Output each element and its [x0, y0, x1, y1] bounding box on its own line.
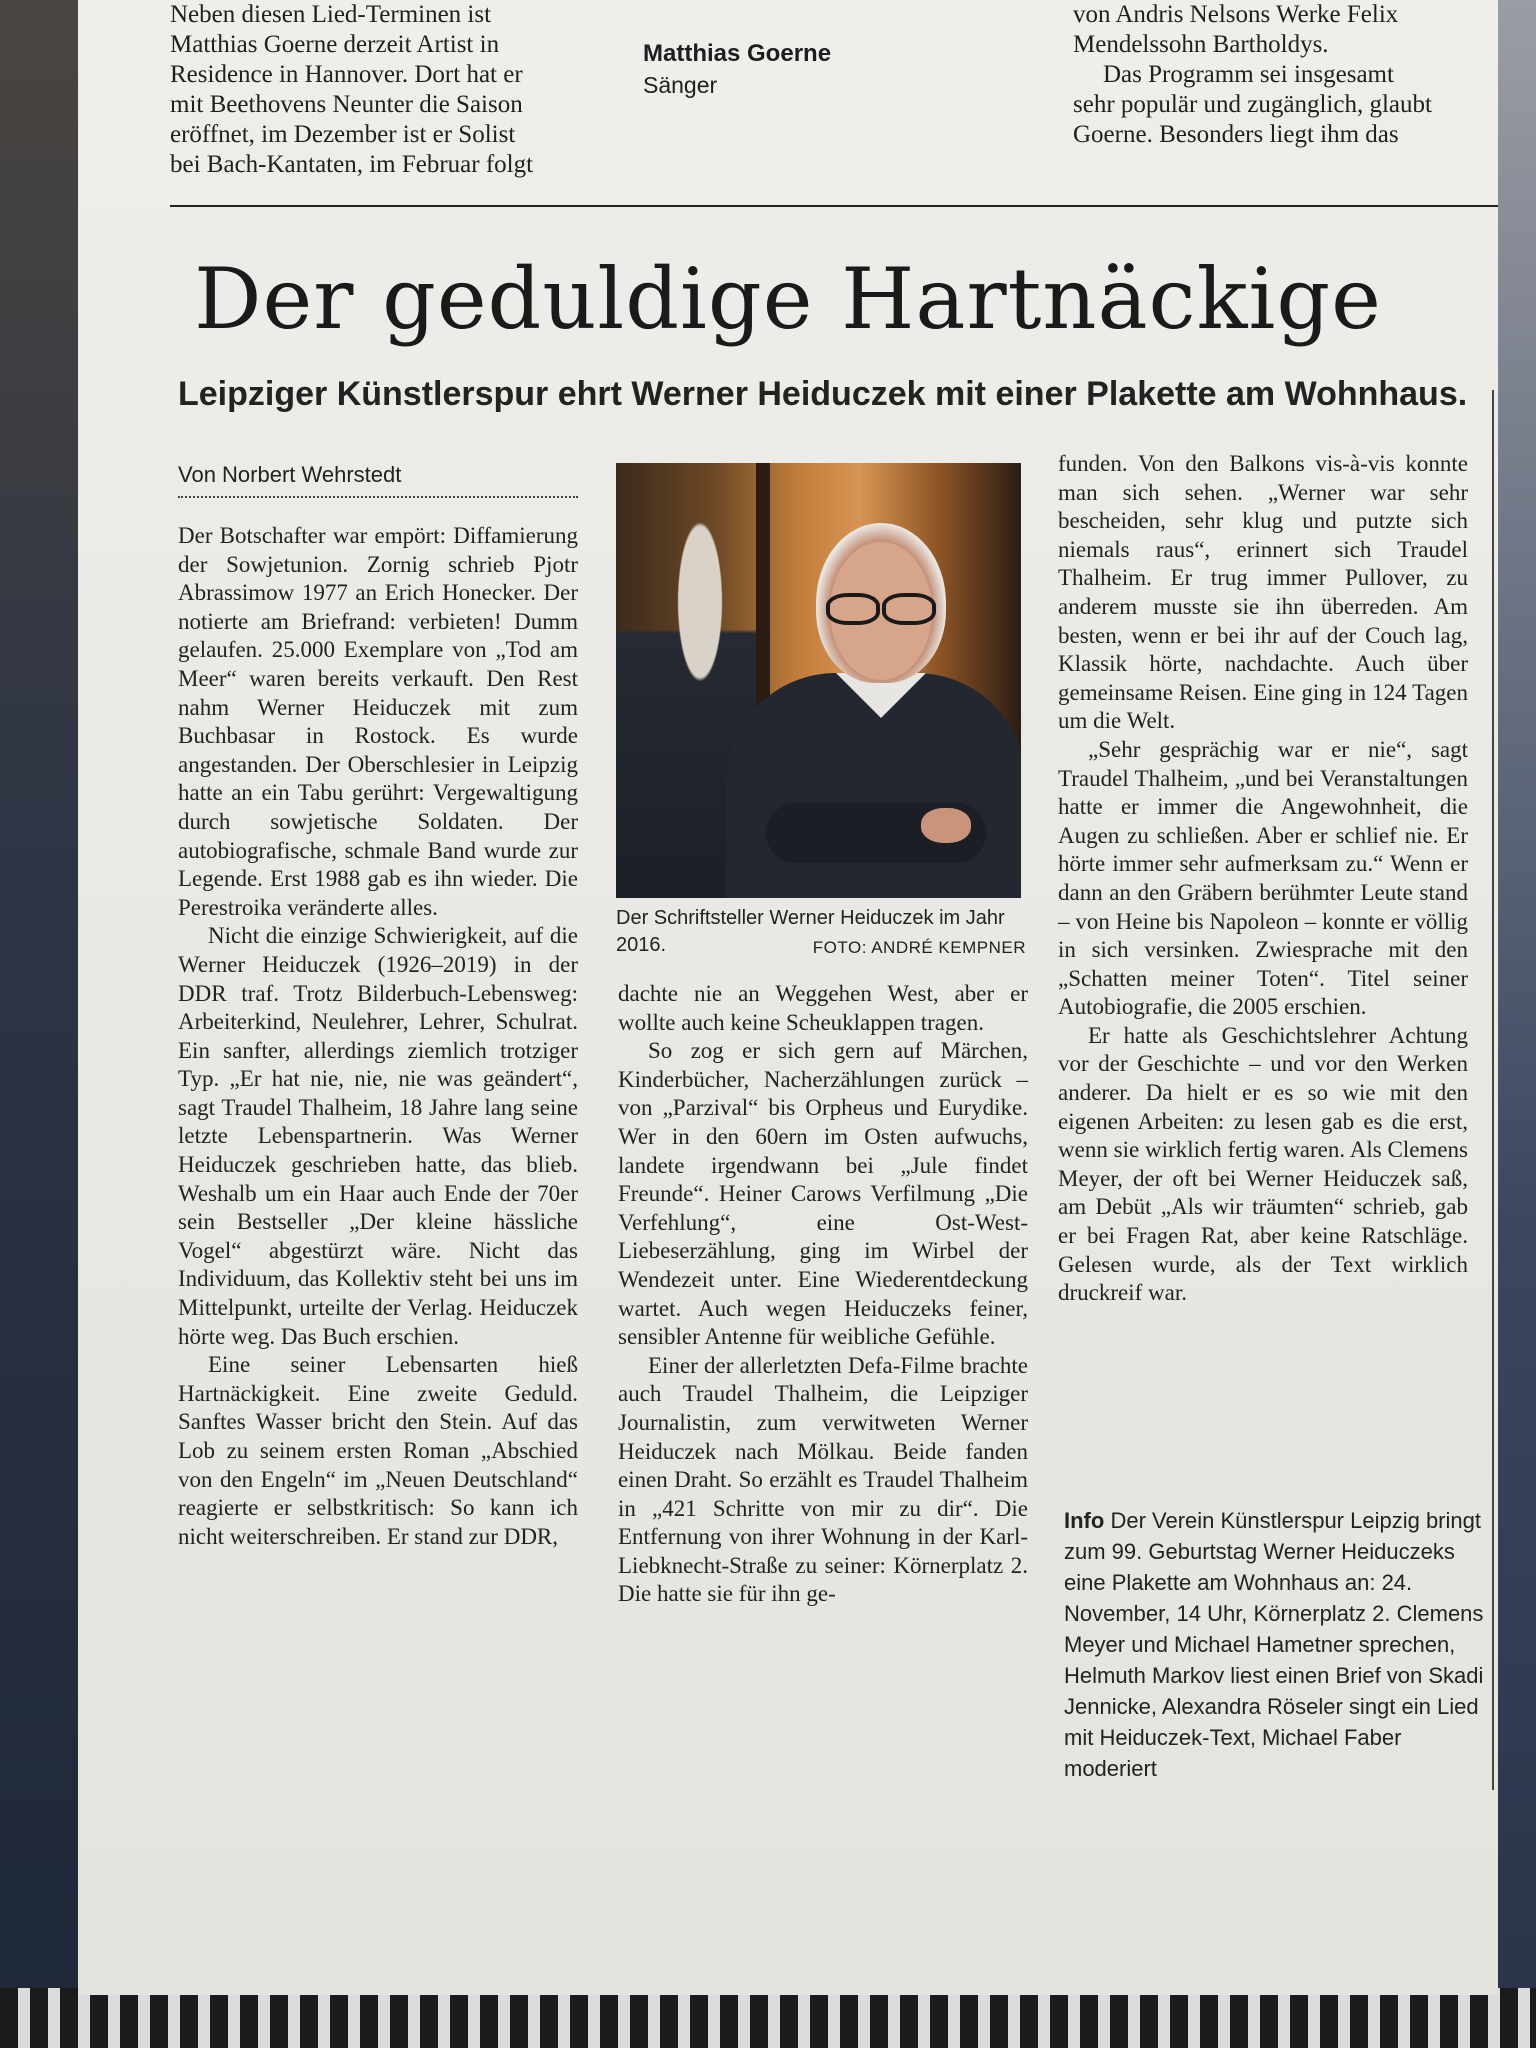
info-box [1064, 1505, 1484, 1784]
speaker-role: Sänger [643, 72, 718, 98]
caption-text: Der Schriftsteller Werner Heiduczek im Jahr 2016. [616, 907, 1005, 956]
photo-credit: FOTO: ANDRÉ KEMPNER [812, 938, 1026, 957]
paragraph: Eine seiner Lebensarten hieß Hartnäckigkeit. Eine zweite Geduld. Sanftes Wasser bricht den Stein. Auf das Lob zu seinem ersten Roman „Abschied von den Engeln“ im „Neuen Deutschland“ reagierte er selbstkritisch: So kann ich nicht weiterschreiben. Er stand zur DDR, [178, 1352, 578, 1549]
text-line: bei Bach-Kantaten, im Februar folgt [170, 151, 534, 178]
newspaper-page [78, 0, 1498, 1995]
paragraph: Der Botschafter war empört: Diffamierung der Sowjetunion. Zornig schrieb Pjotr Abrassimow 1977 an Erich Honecker. Der notierte am Briefrand: verbieten! Dumm gelaufen. 25.000 Exemplare von „Tod am Meer“ waren bereits verkauft. Den Rest nahm Werner Heiduczek mit zum Buchbasar in Rostock. Es wurde angestanden. Der Oberschlesier in Leipzig hatte an ein Tabu gerührt: Vergewaltigung durch sowjetische Soldaten. Der autobiografische, schmale Band wurde zur Legende. Erst 1988 gab es ihn wieder. Die Perestroika veränderte alles. [178, 523, 578, 920]
paragraph: funden. Von den Balkons vis-à-vis konnte man sich sehen. „Werner war sehr bescheiden, sehr klug und putzte sich niemals raus“, erinnert sich Traudel Thalheim. Er trug immer Pullover, zu anderem musste sie ihn überreden. Am besten, wenn er bei ihr auf der Couch lag, Klassik hörte, nachdachte. Auch über gemeinsame Reisen. Eine ging in 124 Tagen um die Welt. [1058, 451, 1468, 734]
background-left [0, 0, 90, 2048]
text-line: Matthias Goerne derzeit Artist in [170, 31, 500, 58]
info-label: Info [1064, 1508, 1105, 1533]
text-line: sehr populär und zugänglich, glaubt [1073, 91, 1432, 118]
photo-caption [616, 905, 1026, 961]
quote-attribution [643, 40, 831, 99]
paragraph: Nicht die einzige Schwierigkeit, auf die Werner Heiduczek (1926–2019) in der DDR traf. Trotz Bilderbuch-Lebensweg: Arbeiterkind, Neulehrer, Lehrer, Schulrat. Ein sanfter, allerdings ziemlich trotziger Typ. „Er hat nie, nie, nie was geändert“, sagt Traudel Thalheim, 18 Jahre lang seine letzte Lebenspartnerin. Was Werner Heiduczek geschrieben hatte, das blieb. Weshalb um ein Haar auch Ende der 70er sein Bestseller „Der kleine hässliche Vogel“ abgestürzt wäre. Nicht das Individuum, das Kollektiv steht bei uns im Mittelpunkt, urteilte der Verlag. Heiduczek hörte weg. Das Buch erschien. [178, 923, 578, 1349]
text-line: Das Programm sei insgesamt [1103, 61, 1394, 88]
previous-article-right-column [1073, 0, 1498, 150]
text-line: eröffnet, im Dezember ist er Solist [170, 121, 516, 148]
portrait-person [726, 523, 1021, 898]
text-line: Mendelssohn Bartholdys. [1073, 31, 1329, 58]
text-line: Neben diesen Lied-Terminen ist [170, 1, 492, 28]
section-divider [170, 205, 1498, 207]
text-line: mit Beethovens Neunter die Saison [170, 91, 523, 118]
paragraph: So zog er sich gern auf Märchen, Kinderbücher, Nacherzählungen zurück – von „Parzival“ bis Orpheus und Eurydike. Wer in den 60ern im Osten aufwuchs, landete irgendwann bei „Jule findet Freunde“. Heiner Carows Verfilmung „Die Verfehlung“, eine Ost-West-Liebeserzählung, ging im Wirbel der Wendezeit unter. Eine Wiederentdeckung wartet. Auch wegen Heiduczeks feiner, sensibler Antenne für weibliche Gefühle. [618, 1038, 1028, 1350]
hand [921, 808, 971, 843]
article-column-2 [618, 980, 1028, 1609]
paragraph: Einer der allerletzten Defa-Filme brachte auch Traudel Thalheim, die Leipziger Journalistin, zum verwitweten Werner Heiduczek nach Mölkau. Beide fanden einen Draht. So erzählt es Traudel Thalheim in „421 Schritte von mir zu dir“. Die Entfernung von ihrer Wohnung in der Karl-Liebknecht-Straße zu seiner: Körnerplatz 2. Die hatte sie für ihn ge- [618, 1352, 1028, 1607]
paragraph: Er hatte als Geschichtslehrer Achtung vor der Geschichte – und vor den Werken anderer. Da hielt er es so wie mit den eigenen Arbeiten: zu lesen gab es die erst, wenn sie wirklich fertig waren. Als Clemens Meyer, der oft bei Werner Heiduczek saß, am Debüt „Als wir träumten“ schrieb, gab er bei Fragen Rat, aber keine Ratschläge. Gelesen wurde, als der Text wirklich druckreif war. [1058, 1022, 1468, 1306]
article-column-1 [178, 522, 578, 1551]
byline: Von Norbert Wehrstedt [178, 462, 578, 498]
author-photo [616, 463, 1021, 898]
info-text: Der Verein Künstlerspur Leipzig bringt zum 99. Geburtstag Werner Heiduczeks eine Plakette am Wohnhaus an: 24. November, 14 Uhr, Körnerplatz 2. Clemens Meyer und Michael Hametner sprechen, Helmuth Markov liest einen Brief von Skadi Jennicke, Alexandra Röseler singt ein Lied mit Heiduczek-Text, Michael Faber moderiert [1064, 1508, 1484, 1781]
text-line: von Andris Nelsons Werke Felix [1073, 1, 1399, 28]
headline: Der geduldige Hartnäckige [194, 250, 1382, 348]
subheadline: Leipziger Künstlerspur ehrt Werner Heiduczek mit einer Plakette am Wohnhaus. [178, 375, 1468, 413]
article-column-3 [1058, 450, 1468, 1308]
paragraph: „Sehr gesprächig war er nie“, sagt Traudel Thalheim, „und bei Veranstaltungen hatte er immer die Angewohnheit, die Augen zu schließen. Aber er schlief nie. Er hörte immer sehr aufmerksam zu.“ Wenn er dann an den Gräbern berühmter Leute stand – von Heine bis Napoleon – konnte er völlig in sich versinken. Zwiesprache mit den „Schatten meiner Toten“. Titel seiner Autobiografie, die 2005 erschien. [1058, 736, 1468, 1020]
speaker-name: Matthias Goerne [643, 40, 832, 67]
glasses-icon [826, 593, 936, 619]
paragraph: dachte nie an Weggehen West, aber er wollte auch keine Scheuklappen tragen. [618, 981, 1028, 1035]
text-line: Goerne. Besonders liegt ihm das [1073, 121, 1399, 148]
background-bottom-fabric [0, 1988, 1536, 2048]
text-line: Residence in Hannover. Dort hat er [170, 61, 523, 88]
previous-article-fragment [78, 0, 1498, 210]
column-rule [1492, 390, 1494, 1790]
previous-article-left-column [170, 0, 590, 180]
